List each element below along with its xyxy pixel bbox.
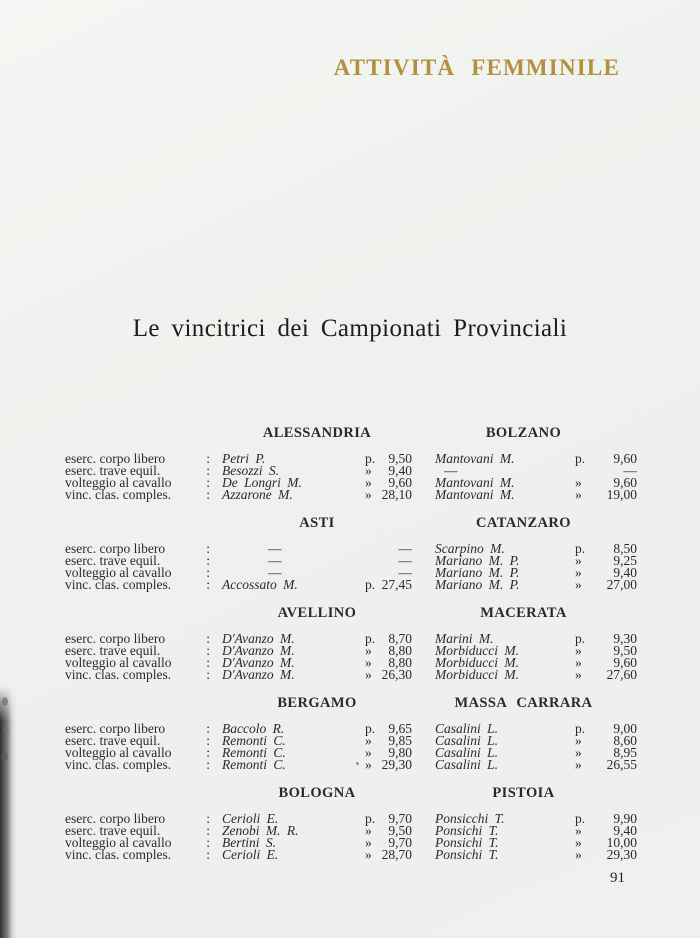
table-row [65,849,637,861]
colon: : [206,631,210,646]
score-value: 8,50 [613,541,637,556]
row-label [65,759,210,771]
score-value: — [398,541,412,556]
winner-name: D'Avanzo M. [222,667,295,682]
page-number: 91 [610,870,625,886]
score-mark: » [365,757,372,772]
score-value: 10,00 [606,835,637,850]
winner-name: — [444,463,458,478]
winner-name: Mantovani M. [435,451,515,466]
winner-name: Morbiducci M. [435,655,519,670]
row-label [65,849,210,861]
page-title: Le vincitrici dei Campionati Provinciali [132,315,568,342]
winner-name: Baccolo R. [222,721,285,736]
score-mark: » [575,823,582,838]
score-value: 9,60 [613,475,637,490]
scan-artifact [356,762,359,765]
winner-name: Mariano M. P. [435,577,520,592]
row-label-text: volteggio al cavallo [65,835,172,850]
winner-name: Zenobi M. R. [222,823,299,838]
winner-name: Remonti C. [222,733,286,748]
city-name: ASTI [299,515,335,531]
colon: : [206,835,210,850]
city-name: MACERATA [480,605,567,621]
score-value: 9,60 [613,655,637,670]
score-mark: p. [365,451,376,466]
score-value: 27,60 [606,667,637,682]
winner-name: — [268,565,282,580]
winner-name: D'Avanzo M. [222,655,295,670]
city-name: BOLZANO [485,425,562,441]
score-mark: » [575,757,582,772]
score-value: 27,45 [381,577,412,592]
row-label [65,669,210,681]
colon: : [206,811,210,826]
row-label-text: vinc. clas. comples. [65,757,172,772]
winner-name: Mantovani M. [435,475,515,490]
city-name: BOLOGNA [278,785,356,801]
table-row [65,759,637,771]
score-mark: » [575,667,582,682]
colon: : [206,565,210,580]
city-name: AVELLINO [277,605,357,621]
colon: : [206,475,210,490]
row-label-text: eserc. corpo libero [65,721,166,736]
band-header [65,426,637,440]
colon: : [206,463,210,478]
winner-name: Mariano M. P. [435,565,520,580]
row-label-text: eserc. trave equil. [65,463,161,478]
score-mark: » [365,835,372,850]
score-value: 26,55 [606,757,637,772]
score-value: — [398,565,412,580]
score-mark: » [575,643,582,658]
row-label-text: eserc. corpo libero [65,451,166,466]
score-value: 27,00 [606,577,637,592]
score-value: 9,60 [613,451,637,466]
score-mark: » [575,487,582,502]
winner-name: Casalini L. [435,721,499,736]
winner-name: Scarpino M. [435,541,505,556]
score-value: 9,25 [613,553,637,568]
row-label-text: eserc. corpo libero [65,541,166,556]
score-value: 9,50 [613,643,637,658]
colon: : [206,487,210,502]
scan-artifact [4,726,9,733]
row-label-text: volteggio al cavallo [65,745,172,760]
score-mark: » [365,733,372,748]
score-value: 19,00 [606,487,637,502]
score-mark: » [575,577,582,592]
row-label-text: volteggio al cavallo [65,475,172,490]
score-value: 9,00 [613,721,637,736]
colon: : [206,733,210,748]
score-mark: » [575,553,582,568]
score-mark: » [575,655,582,670]
score-value: 9,70 [388,835,412,850]
score-mark: » [365,463,372,478]
score-value: 8,80 [388,643,412,658]
score-mark: » [365,475,372,490]
row-label-text: eserc. trave equil. [65,553,161,568]
colon: : [206,655,210,670]
winner-name: — [268,541,282,556]
score-value: 8,80 [388,655,412,670]
winner-name: Morbiducci M. [435,667,519,682]
winner-name: Mantovani M. [435,487,515,502]
colon: : [206,541,210,556]
winner-name: D'Avanzo M. [222,643,295,658]
score-value: 28,70 [381,847,412,862]
winner-name: Ponsicchi T. [435,811,505,826]
section-band [65,606,637,696]
winner-name: Ponsichi T. [435,835,499,850]
winner-name: — [268,553,282,568]
band-header [65,786,637,800]
colon: : [206,757,210,772]
winner-name: Ponsichi T. [435,847,499,862]
row-label-text: volteggio al cavallo [65,655,172,670]
city-name: ALESSANDRIA [262,425,372,441]
row-label [65,489,210,501]
colon: : [206,721,210,736]
score-value: 9,90 [613,811,637,826]
row-label-text: eserc. trave equil. [65,733,161,748]
score-value: 8,70 [388,631,412,646]
winner-name: Besozzi S. [222,463,279,478]
band-header [65,696,637,710]
winner-name: Morbiducci M. [435,643,519,658]
colon: : [206,847,210,862]
row-label-text: volteggio al cavallo [65,565,172,580]
city-name: CATANZARO [476,515,571,531]
score-value: 28,10 [381,487,412,502]
results-sections [65,426,637,876]
scan-artifact [1,752,8,762]
score-mark: p. [575,811,586,826]
score-mark: p. [365,631,376,646]
winner-name: Azzarone M. [222,487,293,502]
score-mark: » [365,745,372,760]
score-mark: p. [575,631,586,646]
score-value: 9,30 [613,631,637,646]
score-mark: p. [365,811,376,826]
table-row [65,579,637,591]
score-value: 8,60 [613,733,637,748]
score-value: 9,40 [613,565,637,580]
score-value: 9,50 [388,823,412,838]
score-value: — [623,463,637,478]
row-label-text: eserc. trave equil. [65,643,161,658]
score-value: 9,50 [388,451,412,466]
colon: : [206,745,210,760]
section-band [65,426,637,516]
band-header [65,516,637,530]
winner-name: D'Avanzo M. [222,631,295,646]
score-mark: p. [365,577,376,592]
winner-name: Remonti C. [222,745,286,760]
colon: : [206,577,210,592]
winner-name: Cerioli E. [222,847,279,862]
winner-name: Ponsichi T. [435,823,499,838]
winner-name: Casalini L. [435,745,499,760]
score-mark: » [575,565,582,580]
scan-artifact [2,697,8,706]
score-value: 9,85 [388,733,412,748]
score-value: 9,40 [388,463,412,478]
score-mark: » [575,745,582,760]
row-label-text: vinc. clas. comples. [65,667,172,682]
score-mark: » [575,847,582,862]
score-mark: p. [575,451,586,466]
row-label-text: vinc. clas. comples. [65,577,172,592]
winner-name: Casalini L. [435,733,499,748]
score-mark: p. [575,721,586,736]
winner-name: Cerioli E. [222,811,279,826]
score-mark: » [575,475,582,490]
colon: : [206,643,210,658]
score-value: — [398,553,412,568]
winner-name: Accossato M. [222,577,298,592]
section-band [65,696,637,786]
score-mark: » [365,847,372,862]
score-mark: p. [365,721,376,736]
score-mark [365,543,380,555]
score-value: 9,40 [613,823,637,838]
city-name: BERGAMO [277,695,357,711]
colon: : [206,553,210,568]
section-header: ATTIVITÀ FEMMINILE [333,55,620,80]
city-name: PISTOIA [492,785,555,801]
score-value: 29,30 [606,847,637,862]
winner-name: Marini M. [435,631,494,646]
row-label-text: eserc. trave equil. [65,823,161,838]
score-mark: » [575,733,582,748]
score-value: 8,95 [613,745,637,760]
score-mark: » [575,835,582,850]
row-label-text: eserc. corpo libero [65,811,166,826]
score-value: 26,30 [381,667,412,682]
city-name: MASSA CARRARA [454,695,593,711]
table-row [65,669,637,681]
colon: : [206,823,210,838]
winner-name: Mariano M. P. [435,553,520,568]
row-label-text: eserc. corpo libero [65,631,166,646]
section-band [65,516,637,606]
colon: : [206,451,210,466]
table-row [65,489,637,501]
score-value: 29,30 [381,757,412,772]
band-header [65,606,637,620]
winner-name: Bertini S. [222,835,276,850]
score-mark: p. [575,541,586,556]
score-mark: » [365,655,372,670]
row-label-text: vinc. clas. comples. [65,847,172,862]
score-value: 9,65 [388,721,412,736]
score-mark [365,555,380,567]
score-value: 9,70 [388,811,412,826]
score-mark: » [365,823,372,838]
scan-edge-shadow [0,686,17,938]
score-value: 9,60 [388,475,412,490]
colon: : [206,667,210,682]
score-value: 9,80 [388,745,412,760]
winner-name: Petri P. [222,451,266,466]
row-label-text: vinc. clas. comples. [65,487,172,502]
score-mark: » [365,487,372,502]
winner-name: Casalini L. [435,757,499,772]
section-band [65,786,637,876]
score-mark: » [365,643,372,658]
score-mark: » [365,667,372,682]
winner-name: Remonti C. [222,757,286,772]
row-label [65,579,210,591]
winner-name: De Longri M. [222,475,302,490]
